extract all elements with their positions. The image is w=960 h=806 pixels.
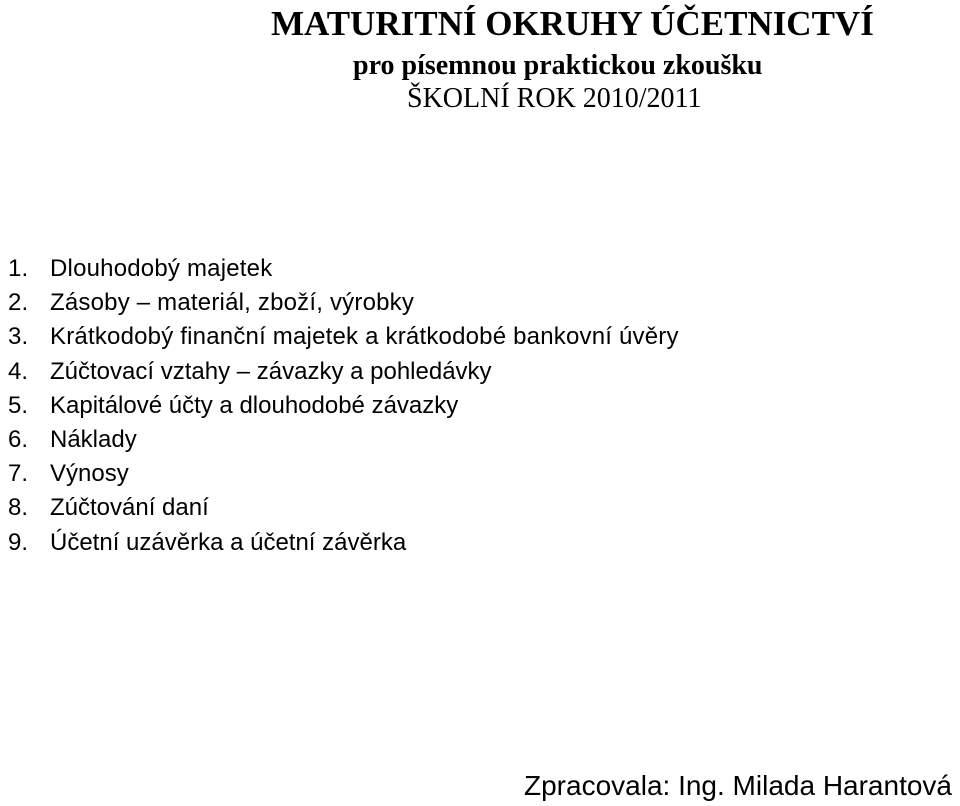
topic-text: Dlouhodobý majetek [50, 255, 273, 282]
topic-number: 8. [8, 494, 29, 522]
list-item [8, 457, 679, 491]
document-title: MATURITNÍ OKRUHY ÚČETNICTVÍ [271, 4, 874, 43]
topic-text: Náklady [50, 426, 137, 454]
list-item [8, 320, 679, 354]
school-year: ŠKOLNÍ ROK 2010/2011 [407, 83, 702, 114]
topic-number: 2. [8, 289, 29, 317]
topic-number: 5. [8, 391, 29, 419]
list-item [8, 423, 679, 457]
topic-number: 3. [8, 323, 29, 351]
topic-number: 7. [8, 460, 29, 488]
author-credit: Zpracovala: Ing. Milada Harantová [524, 770, 952, 801]
topic-text: Zúčtovací vztahy – závazky a pohledávky [50, 357, 492, 385]
list-item [8, 252, 679, 286]
topic-number: 6. [8, 426, 29, 454]
list-item [8, 286, 679, 320]
list-item [8, 389, 679, 423]
topic-number: 4. [8, 357, 29, 385]
topic-text: Účetní uzávěrka a účetní závěrka [50, 528, 407, 556]
document-subtitle: pro písemnou praktickou zkoušku [353, 50, 763, 81]
topic-text: Výnosy [50, 460, 129, 488]
document-header [0, 4, 960, 114]
topic-number: 9. [8, 528, 29, 556]
topic-text: Krátkodobý finanční majetek a krátkodobé bankovní úvěry [50, 323, 679, 351]
topic-text: Zúčtování daní [50, 494, 209, 522]
topic-text: Zásoby – materiál, zboží, výrobky [50, 289, 415, 317]
topics-list [8, 252, 679, 560]
list-item [8, 526, 679, 560]
topic-number: 1. [8, 255, 29, 282]
list-item [8, 491, 679, 525]
topic-text: Kapitálové účty a dlouhodobé závazky [50, 391, 459, 419]
list-item [8, 355, 679, 389]
